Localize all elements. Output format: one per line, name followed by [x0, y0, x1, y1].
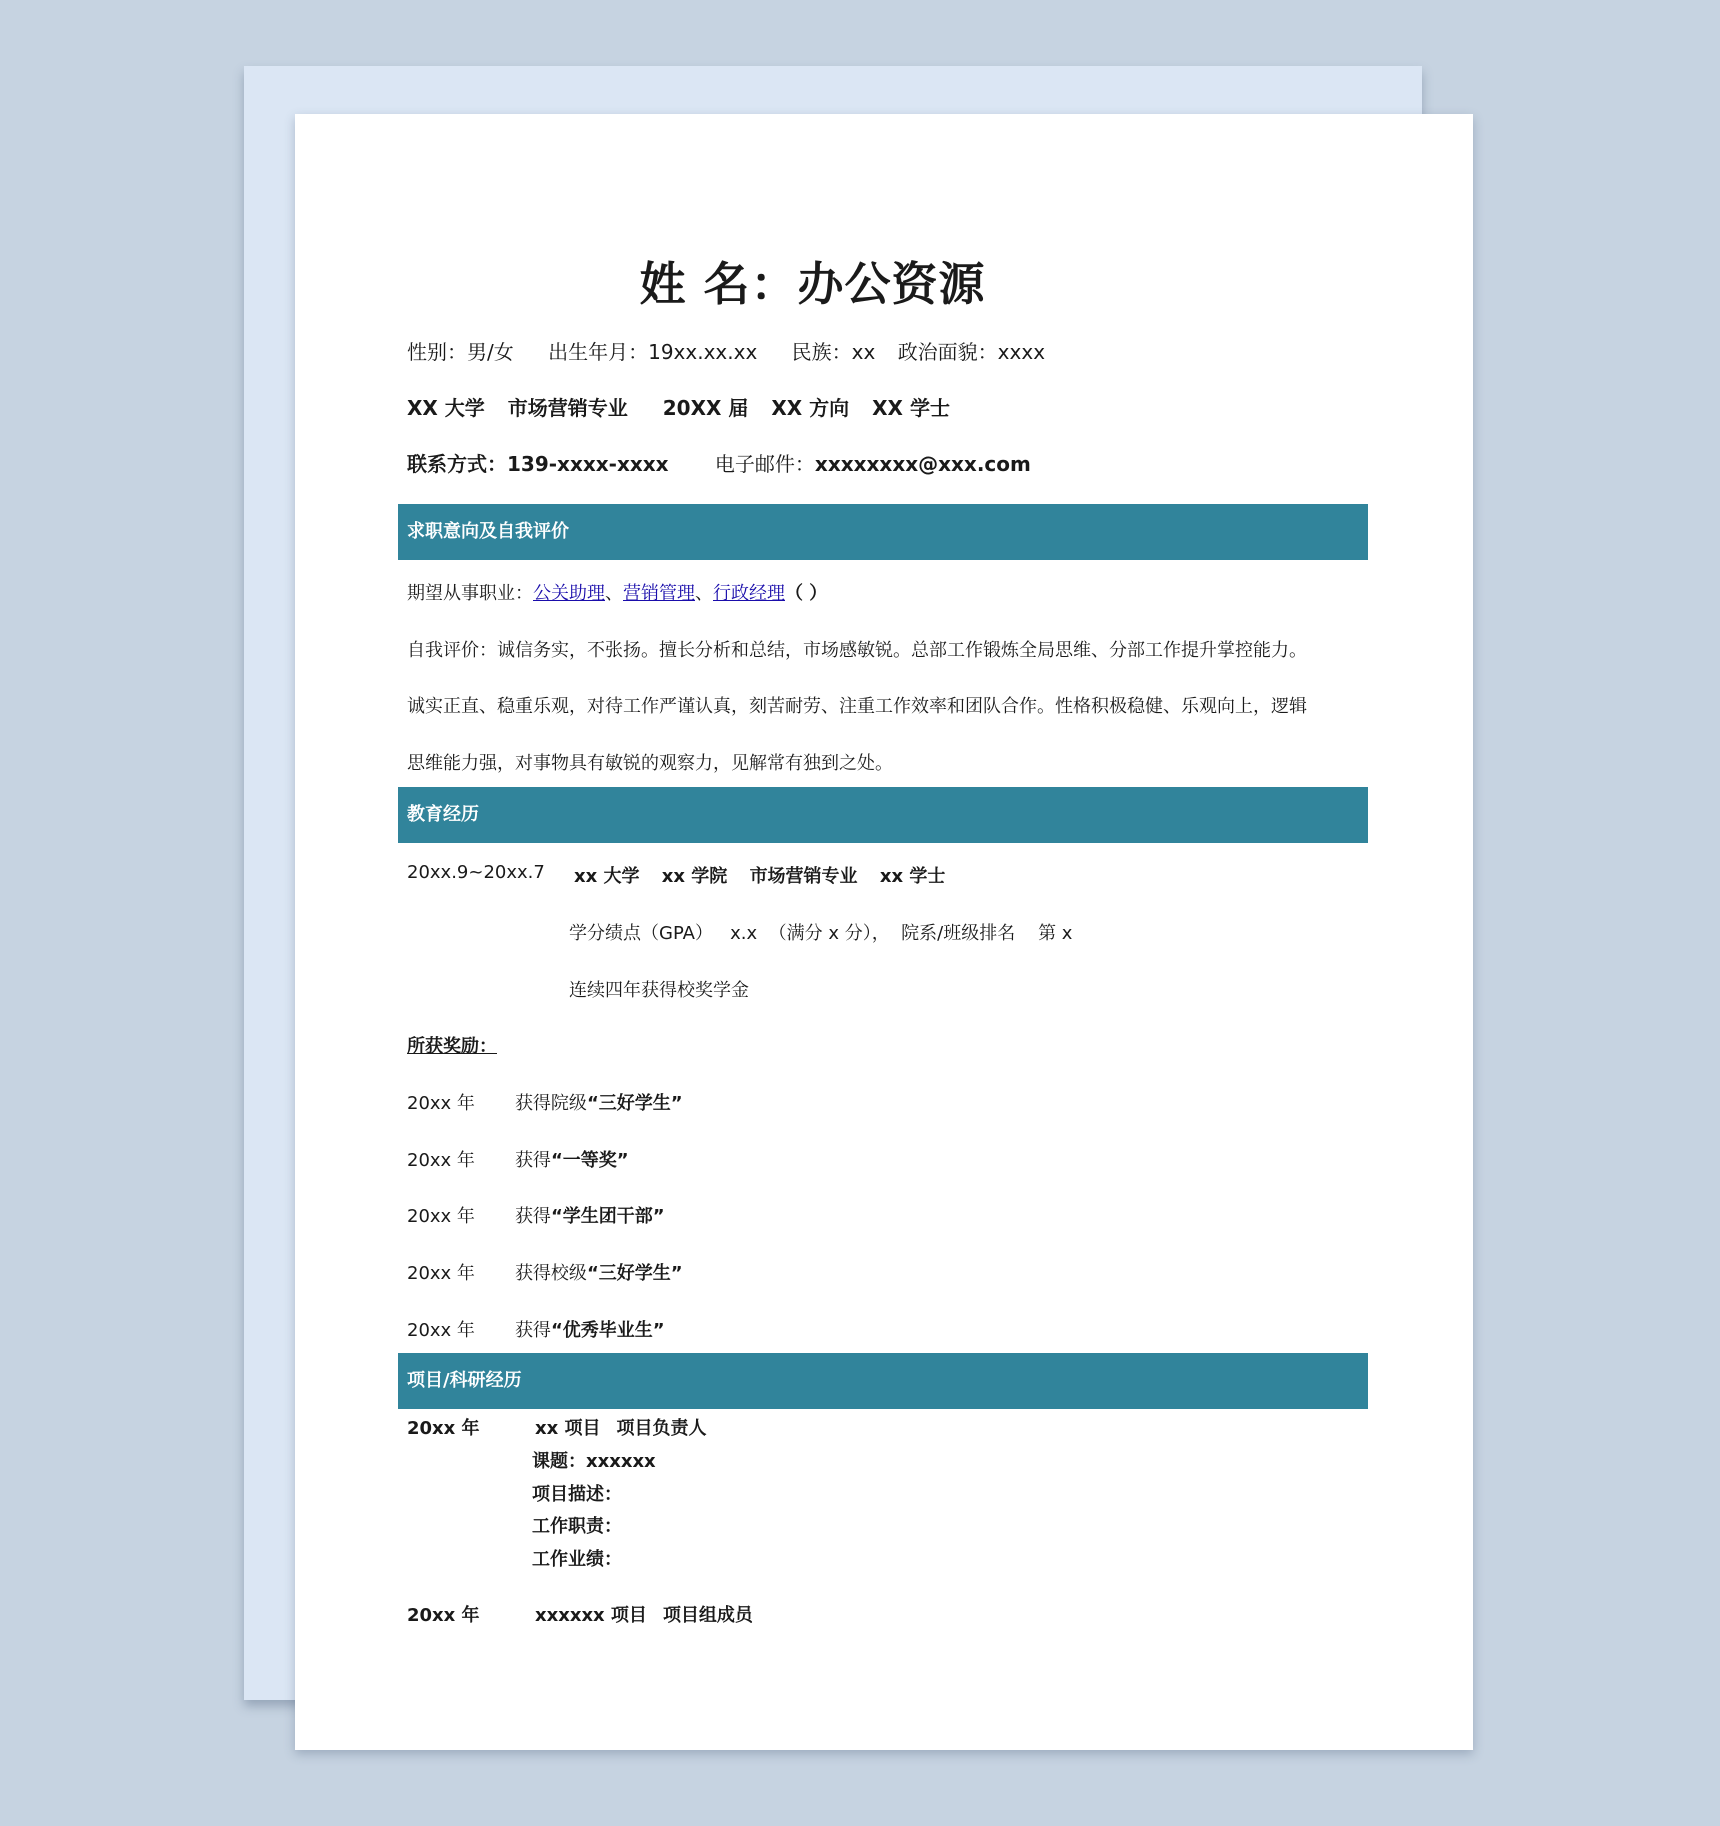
- project-role: 项目负责人: [616, 1418, 707, 1439]
- contact-label: 联系方式：: [407, 452, 507, 476]
- project-topic: 课题：xxxxxx: [532, 1451, 656, 1472]
- job-link-admin-manager[interactable]: 行政经理: [713, 583, 785, 604]
- section-header-intent: 求职意向及自我评价: [398, 504, 1368, 560]
- award-prefix: 获得: [514, 1320, 551, 1341]
- email-label: 电子邮件：: [714, 452, 815, 476]
- award-year: 20xx 年: [407, 1150, 475, 1171]
- gpa-line: 学分绩点（GPA） x.x （满分 x 分）， 院系/班级排名 第 x: [569, 923, 1073, 944]
- phone-number: 139-xxxx-xxxx: [507, 452, 669, 476]
- direction: XX 方向: [771, 396, 850, 420]
- job-intent-suffix: （ ）: [785, 583, 828, 604]
- award-item: [407, 1146, 629, 1172]
- award-prefix: 获得: [514, 1206, 551, 1227]
- major: 市场营销专业: [507, 396, 628, 420]
- degree: XX 学士: [872, 396, 950, 420]
- project-year: 20xx 年: [407, 1605, 480, 1626]
- contact-line: [407, 448, 1031, 477]
- gender: 性别：男/女: [407, 340, 514, 364]
- award-name: “学生团干部”: [550, 1206, 665, 1227]
- job-link-pr-assistant[interactable]: 公关助理: [533, 583, 605, 604]
- job-intent-line: [407, 579, 827, 605]
- separator: 、: [695, 583, 713, 604]
- university: XX 大学: [407, 396, 485, 420]
- college: xx 学院: [661, 866, 728, 887]
- political-status: 政治面貌：xxxx: [897, 340, 1046, 364]
- award-name: “三好学生”: [586, 1263, 683, 1284]
- education-summary-line: [407, 392, 950, 421]
- education-degree: xx 学士: [879, 866, 946, 887]
- project-name: xx 项目: [535, 1418, 601, 1439]
- award-prefix: 获得校级: [514, 1263, 587, 1284]
- project-duties: 工作职责：: [532, 1516, 622, 1537]
- award-item: [407, 1316, 665, 1342]
- award-prefix: 获得: [514, 1150, 551, 1171]
- award-item: [407, 1259, 683, 1285]
- school: xx 大学: [574, 866, 640, 887]
- job-intent-label: 期望从事职业：: [407, 583, 533, 604]
- birth-date: 出生年月：19xx.xx.xx: [548, 340, 758, 364]
- project-year: 20xx 年: [407, 1418, 480, 1439]
- award-name: “三好学生”: [586, 1093, 683, 1114]
- job-link-marketing-management[interactable]: 营销管理: [623, 583, 695, 604]
- award-year: 20xx 年: [407, 1093, 475, 1114]
- project-role: 项目组成员: [662, 1605, 753, 1626]
- personal-info-line: [407, 336, 1045, 365]
- award-prefix: 获得院级: [514, 1093, 587, 1114]
- education-period: 20xx.9~20xx.7: [407, 862, 545, 883]
- ethnicity: 民族：xx: [791, 340, 876, 364]
- project-title-line: [535, 1601, 753, 1627]
- award-item: [407, 1202, 665, 1228]
- project-results: 工作业绩：: [532, 1549, 622, 1570]
- project-description: 项目描述：: [532, 1484, 622, 1505]
- class-year: 20XX 届: [662, 396, 749, 420]
- award-item: [407, 1089, 683, 1115]
- email-address: xxxxxxxx@xxx.com: [814, 452, 1031, 476]
- section-header-education: 教育经历: [398, 787, 1368, 843]
- awards-label: 所获奖励：: [407, 1036, 497, 1057]
- separator: 、: [605, 583, 623, 604]
- page-title: 姓 名：办公资源: [639, 257, 986, 311]
- self-eval-line-3: 思维能力强，对事物具有敏锐的观察力，见解常有独到之处。: [407, 753, 893, 774]
- self-eval-line-1: 自我评价：诚信务实，不张扬。擅长分析和总结，市场感敏锐。总部工作锻炼全局思维、分部工作提升掌控能力。: [407, 640, 1307, 661]
- scholarship-line: 连续四年获得校奖学金: [569, 980, 749, 1001]
- award-year: 20xx 年: [407, 1263, 475, 1284]
- award-name: “一等奖”: [550, 1150, 629, 1171]
- award-name: “优秀毕业生”: [550, 1320, 665, 1341]
- section-header-projects: 项目/科研经历: [398, 1353, 1368, 1409]
- award-year: 20xx 年: [407, 1206, 475, 1227]
- project-name: xxxxxx 项目: [535, 1605, 647, 1626]
- education-major: 市场营销专业: [749, 866, 858, 887]
- resume-page: [295, 114, 1473, 1750]
- self-eval-line-2: 诚实正直、稳重乐观，对待工作严谨认真，刻苦耐劳、注重工作效率和团队合作。性格积极稳健、乐观向上，逻辑: [407, 696, 1307, 717]
- project-title-line: [535, 1414, 707, 1440]
- award-year: 20xx 年: [407, 1320, 475, 1341]
- education-detail-line: [574, 862, 945, 888]
